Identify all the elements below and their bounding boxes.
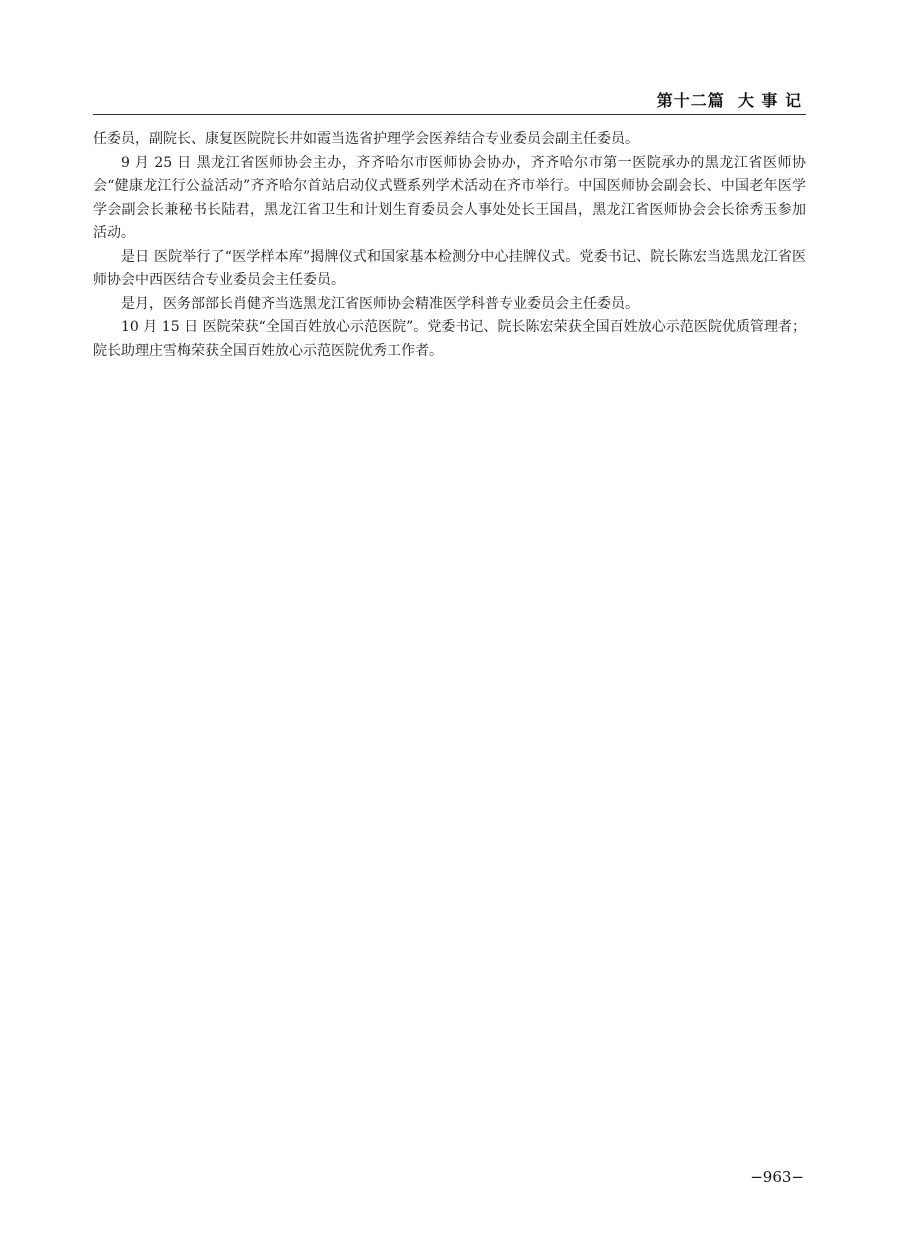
- paragraph: 是月，医务部部长肖健齐当选黑龙江省医师协会精准医学科普专业委员会主任委员。: [121, 295, 639, 312]
- page-number: −963−: [750, 1168, 804, 1186]
- body-text: [93, 128, 806, 363]
- running-header: [93, 86, 806, 115]
- paragraph: 是日 医院举行了“医学样本库”揭牌仪式和国家基本检测分中心挂牌仪式。党委书记、院长陈宏当选黑龙江省医师协会中西医结合专业委员会主任委员。: [93, 248, 806, 288]
- paragraph: 任委员，副院长、康复医院院长井如霞当选省护理学会医养结合专业委员会副主任委员。: [93, 131, 639, 147]
- paragraph: 10 月 15 日 医院荣获“全国百姓放心示范医院”。党委书记、院长陈宏荣获全国百姓放心示范医院优质管理者；院长助理庄雪梅荣获全国百姓放心示范医院优秀工作者。: [93, 319, 806, 359]
- paragraph: 9 月 25 日 黑龙江省医师协会主办，齐齐哈尔市医师协会协办，齐齐哈尔市第一医院承办的黑龙江省医师协会“健康龙江行公益活动”齐齐哈尔首站启动仪式暨系列学术活动在齐市举行。中国医师协会副会长、中国老年医学学会副会长兼秘书长陆君，黑龙江省卫生和计划生育委员会人事处处长王国昌，黑龙江省医师协会会长徐秀玉参加活动。: [93, 154, 806, 241]
- section-title: 第十二篇 大 事 记: [656, 91, 802, 110]
